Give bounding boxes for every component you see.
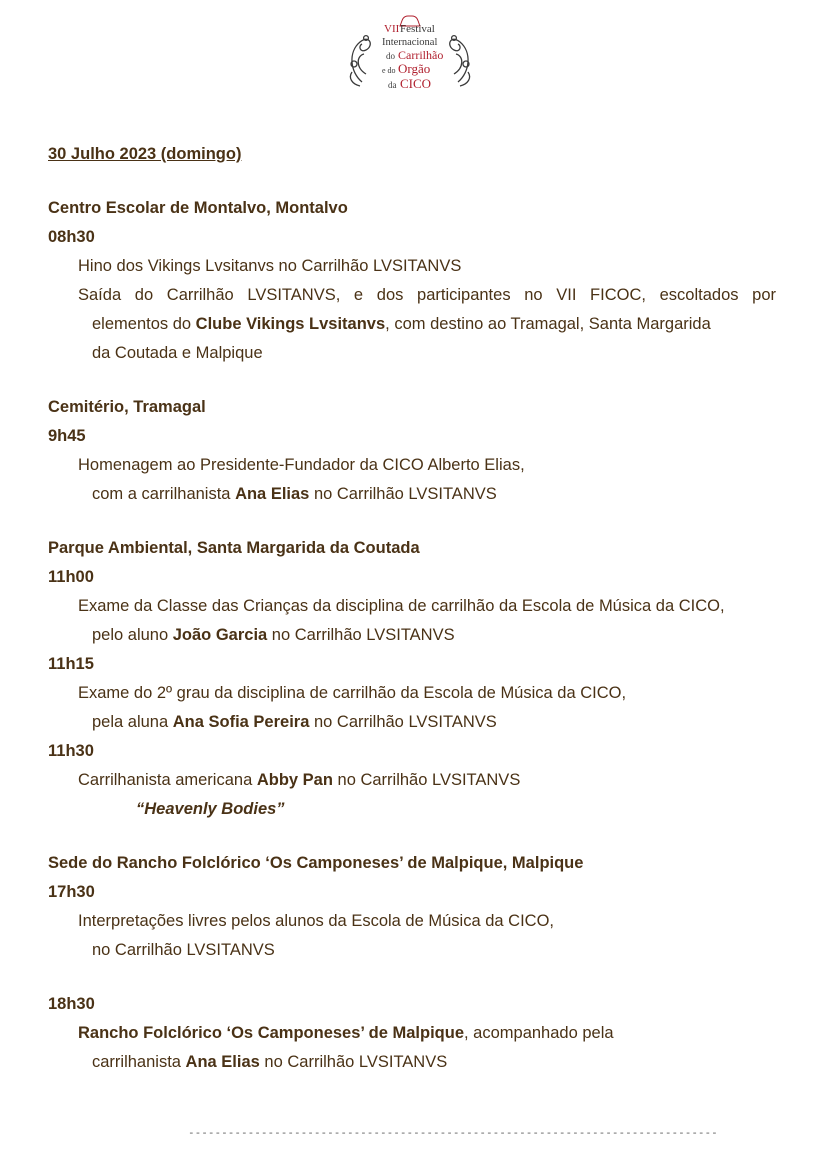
logo-e-do: e do (382, 66, 396, 75)
text-span: no Carrilhão LVSITANVS (259, 1053, 448, 1071)
piece-title: “Heavenly Bodies” (136, 800, 285, 818)
spacer (48, 965, 776, 990)
time-label: 9h45 (48, 427, 86, 445)
text-span: no Carrilhão LVSITANVS (267, 626, 455, 644)
time-label: 11h30 (48, 742, 94, 760)
logo-da: da (388, 80, 397, 90)
event-line: Homenagem ao Presidente-Fundador da CICO Alberto Elias, (78, 456, 525, 474)
time-label: 08h30 (48, 228, 95, 246)
ornament-right (450, 36, 470, 86)
time-label: 18h30 (48, 995, 95, 1013)
event-line: no Carrilhão LVSITANVS (92, 941, 275, 959)
logo-cico: CICO (400, 76, 432, 91)
highlight-name: Ana Elias (185, 1053, 260, 1071)
logo-festival: Festival (400, 23, 435, 35)
highlight-name: João Garcia (172, 626, 268, 644)
festival-logo (340, 12, 480, 96)
text-span: com a carrilhanista (92, 485, 236, 503)
logo-carrilhao: Carrilhão (398, 48, 444, 62)
highlight-name: Clube Vikings Lvsitanvs (195, 315, 386, 333)
venue-heading: Parque Ambiental, Santa Margarida da Coutada (48, 539, 420, 557)
text-span: Carrilhanista americana (78, 771, 257, 789)
text-span: pela aluna (92, 713, 173, 731)
event-line (48, 621, 776, 650)
event-line (48, 708, 776, 737)
spacer (48, 509, 776, 534)
text-span: no Carrilhão LVSITANVS (332, 771, 521, 789)
text-span: no Carrilhão LVSITANVS (309, 713, 497, 731)
event-line: Exame do 2º grau da disciplina de carrilhão da Escola de Música da CICO, (78, 684, 627, 702)
footer-dashed-rule: -------------------------------------------------------------------------------- (188, 1126, 718, 1139)
event-line (48, 766, 776, 795)
logo-internacional: Internacional (382, 37, 438, 48)
spacer (48, 368, 776, 393)
ornament-left (350, 36, 370, 86)
text-span: elementos do (92, 315, 196, 333)
highlight-name: Ana Sofia Pereira (172, 713, 310, 731)
text-span: pelo aluno (92, 626, 173, 644)
text-span: no Carrilhão LVSITANVS (309, 485, 497, 503)
event-line (48, 1019, 776, 1048)
spacer (48, 169, 776, 194)
text-span: , acompanhado pela (464, 1024, 614, 1042)
text-span: carrilhanista (92, 1053, 186, 1071)
event-line: Interpretações livres pelos alunos da Escola de Música da CICO, (78, 912, 554, 930)
event-line (48, 480, 776, 509)
logo-orgao: Orgão (398, 61, 431, 76)
spacer (48, 824, 776, 849)
festival-logo-graphic (340, 12, 480, 96)
time-label: 11h00 (48, 568, 94, 586)
event-line: Saída do Carrilhão LVSITANVS, e dos participantes no VII FICOC, escoltados por (78, 286, 776, 304)
event-line: da Coutada e Malpique (92, 344, 263, 362)
date-title: 30 Julho 2023 (domingo) (48, 145, 242, 163)
logo-do: do (386, 51, 395, 61)
program-content (48, 140, 776, 1077)
highlight-name: Ana Elias (235, 485, 310, 503)
highlight-name: Rancho Folclórico ‘Os Camponeses’ de Malpique (78, 1024, 465, 1042)
venue-heading: Centro Escolar de Montalvo, Montalvo (48, 199, 348, 217)
logo-vii: VII (384, 23, 400, 35)
event-line: Hino dos Vikings Lvsitanvs no Carrilhão LVSITANVS (78, 257, 462, 275)
event-line: Exame da Classe das Crianças da disciplina de carrilhão da Escola de Música da CICO, (78, 597, 725, 615)
event-line (48, 310, 776, 339)
time-label: 11h15 (48, 655, 94, 673)
venue-heading: Sede do Rancho Folclórico ‘Os Camponeses’ de Malpique, Malpique (48, 854, 584, 872)
event-line (48, 1048, 776, 1077)
highlight-name: Abby Pan (256, 771, 333, 789)
venue-heading: Cemitério, Tramagal (48, 398, 206, 416)
text-span: , com destino ao Tramagal, Santa Margarida (385, 315, 711, 333)
time-label: 17h30 (48, 883, 95, 901)
